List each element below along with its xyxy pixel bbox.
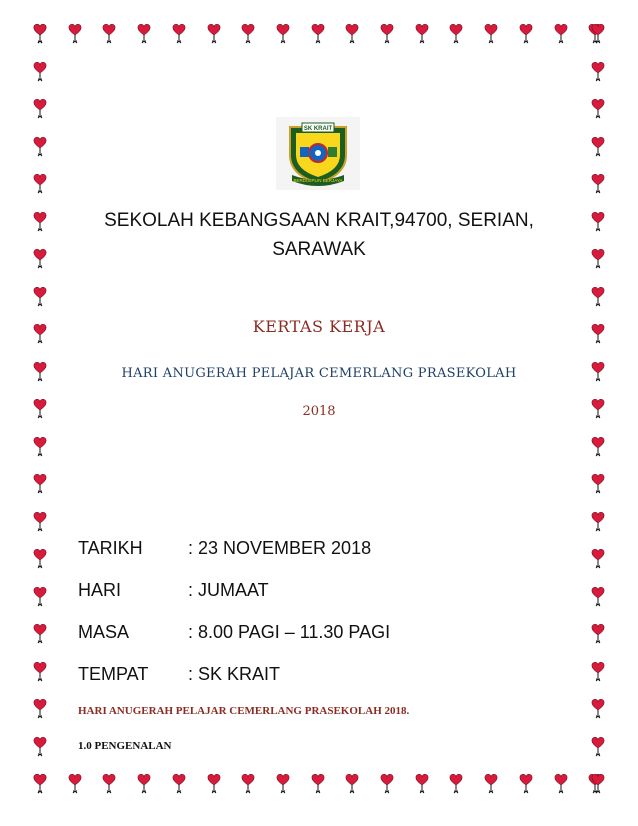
heart-icon [484, 22, 498, 46]
section-heading: 1.0 PENGENALAN [78, 740, 172, 752]
detail-label: TARIKH [78, 538, 143, 558]
heart-icon [207, 772, 221, 796]
school-name [60, 206, 578, 264]
heart-icon [33, 172, 47, 196]
event-title: HARI ANUGERAH PELAJAR CEMERLANG PRASEKOLAH [121, 366, 517, 381]
heart-icon [519, 772, 533, 796]
heart-icon [33, 772, 47, 796]
heart-icon [519, 22, 533, 46]
logo-ribbon-text: BERDISIPLIN BERJAYA [293, 178, 343, 183]
heart-icon [591, 135, 605, 159]
detail-value: : 8.00 PAGI – 11.30 PAGI [188, 622, 391, 642]
heart-icon [591, 322, 605, 346]
heart-icon [33, 22, 47, 46]
heart-icon [311, 772, 325, 796]
heart-icon [415, 22, 429, 46]
heart-icon [137, 772, 151, 796]
heart-icon [33, 435, 47, 459]
heart-icon [33, 547, 47, 571]
heart-icon [380, 772, 394, 796]
detail-value: : SK KRAIT [188, 664, 281, 684]
heart-icon [554, 772, 568, 796]
heart-icon [345, 22, 359, 46]
heart-icon [591, 547, 605, 571]
footer-event-title: HARI ANUGERAH PELAJAR CEMERLANG PRASEKOLAH 2018. [78, 705, 410, 717]
school-name-line1: SEKOLAH KEBANGSAAN KRAIT,94700, SERIAN, [104, 210, 534, 231]
heart-icon [591, 60, 605, 84]
heart-icon [33, 397, 47, 421]
heart-icon [591, 510, 605, 534]
heart-icon [33, 472, 47, 496]
heart-icon [591, 772, 605, 796]
heart-icon [241, 772, 255, 796]
heart-icon [33, 247, 47, 271]
document-type-heading: KERTAS KERJA [252, 317, 386, 336]
school-logo [276, 117, 360, 190]
heart-icon [33, 322, 47, 346]
heart-icon [33, 735, 47, 759]
heart-icon [33, 510, 47, 534]
detail-label: TEMPAT [78, 664, 149, 684]
heart-icon [591, 697, 605, 721]
heart-icon [241, 22, 255, 46]
heart-icon [449, 22, 463, 46]
heart-icon [591, 285, 605, 309]
heart-icon [207, 22, 221, 46]
logo-banner-text: SK KRAIT [303, 126, 333, 132]
heart-icon [591, 622, 605, 646]
heart-icon [484, 772, 498, 796]
heart-icon [591, 247, 605, 271]
heart-icon [311, 22, 325, 46]
school-name-line2: SARAWAK [272, 239, 366, 260]
heart-icon [591, 660, 605, 684]
detail-value: : JUMAAT [188, 580, 269, 600]
heart-icon [554, 22, 568, 46]
heart-icon [276, 772, 290, 796]
heart-icon [33, 285, 47, 309]
event-year: 2018 [302, 404, 336, 419]
detail-label: HARI [78, 580, 122, 600]
heart-icon [137, 22, 151, 46]
heart-icon [276, 22, 290, 46]
heart-icon [33, 135, 47, 159]
heart-icon [172, 772, 186, 796]
heart-icon [33, 622, 47, 646]
heart-icon [68, 22, 82, 46]
heart-icon [102, 22, 116, 46]
heart-icon [380, 22, 394, 46]
heart-icon [591, 22, 605, 46]
heart-icon [68, 772, 82, 796]
heart-icon [591, 97, 605, 121]
heart-icon [33, 660, 47, 684]
heart-icon [449, 772, 463, 796]
heart-icon [591, 735, 605, 759]
detail-value: : 23 NOVEMBER 2018 [188, 538, 372, 558]
heart-icon [591, 472, 605, 496]
heart-icon [591, 435, 605, 459]
detail-label: MASA [78, 622, 130, 642]
heart-icon [415, 772, 429, 796]
heart-icon [591, 172, 605, 196]
heart-icon [591, 210, 605, 234]
heart-icon [33, 97, 47, 121]
heart-icon [172, 22, 186, 46]
heart-icon [345, 772, 359, 796]
heart-icon [591, 585, 605, 609]
heart-icon [33, 60, 47, 84]
heart-icon [102, 772, 116, 796]
heart-icon [33, 585, 47, 609]
heart-icon [591, 397, 605, 421]
heart-icon [33, 697, 47, 721]
heart-icon [33, 210, 47, 234]
